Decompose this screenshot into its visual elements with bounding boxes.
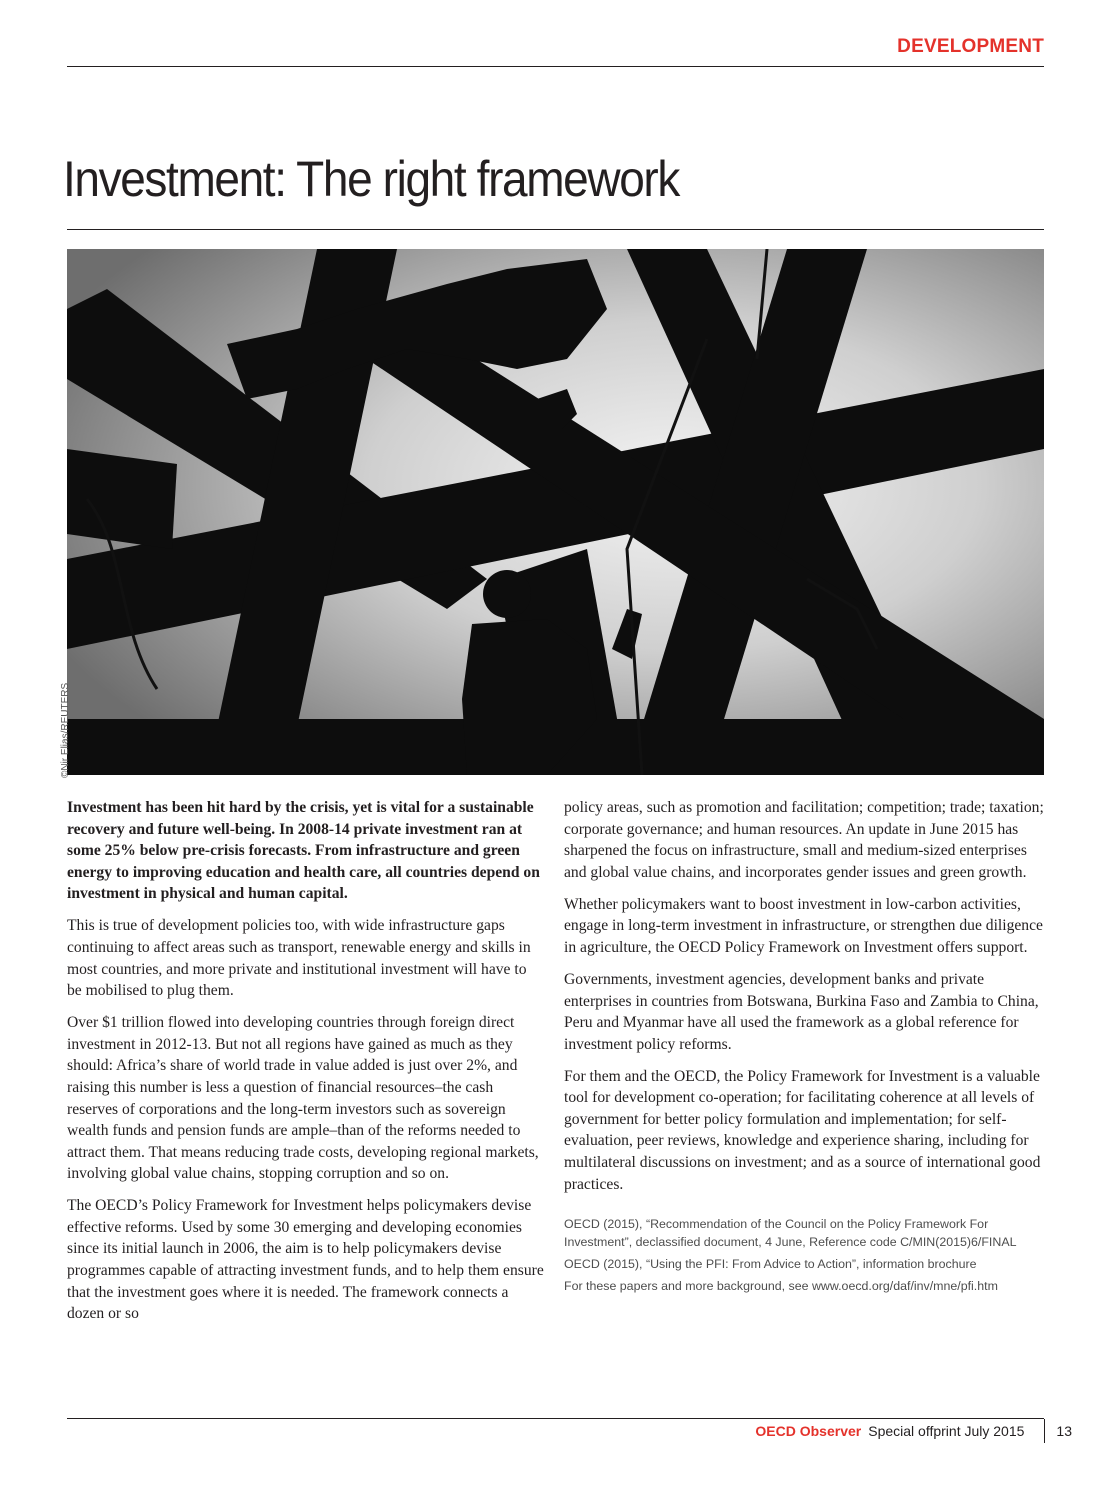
body-paragraph: Governments, investment agencies, development banks and private enterprises in countries from Botswana, Burkina Faso and Zambia to China, Peru and Myanmar have all used the framework as a global reference for investment policy reforms. [564, 970, 1039, 1053]
body-paragraph: policy areas, such as promotion and facilitation; competition; trade; taxation; corporate governance; and human resources. An update in June 2015 has sharpened the focus on infrastructure, small and medium-sized enterprises and global value chains, and incorporates gender issues and green growth. [564, 799, 1044, 881]
silhouette-workers-illustration [67, 249, 1044, 775]
article-photo [67, 249, 1044, 775]
header-rule [67, 66, 1044, 67]
body-paragraph: Whether policymakers want to boost investment in low-carbon activities, engage in long-term investment in infrastructure, or strengthen due diligence in agriculture, the OECD Policy Framework on Investment offers support. [564, 895, 1043, 956]
title-rule [67, 229, 1044, 230]
body-paragraph: This is true of development policies too, with wide infrastructure gaps continuing to affect areas such as transport, renewable energy and skills in most countries, and more private and institutional investment will have to be mobilised to plug them. [67, 917, 531, 1000]
article-column-right [564, 797, 1046, 1299]
body-paragraph: Over $1 trillion flowed into developing countries through foreign direct investment in 2012-13. But not all regions have gained as much as they should: Africa’s share of world trade in value added is just over 2%, and raising this number is less a question of financial resources–the cash reserves of corporations and the long-term investors such as sovereign wealth funds and pension funds are ample–than of the reforms needed to attract them. That means reducing trade costs, developing regional markets, involving global value chains, stopping corruption and so on. [67, 1014, 539, 1183]
reference-item: OECD (2015), “Using the PFI: From Advice to Action”, information brochure [564, 1257, 977, 1272]
article-title: Investment: The right framework [63, 151, 679, 207]
body-paragraph: For them and the OECD, the Policy Framework for Investment is a valuable tool for development co-operation; for facilitating coherence at all levels of government for better policy formulation and implementation; for self-evaluation, peer reviews, knowledge and experience sharing, including for multilateral discussions on investment; and as a source of international good practices. [564, 1067, 1041, 1193]
footer-divider [1044, 1419, 1045, 1443]
references [564, 1215, 1046, 1295]
photo-credit: ©Nir Elias/REUTERS [60, 682, 71, 778]
publication-brand: OECD Observer [755, 1423, 862, 1439]
body-paragraph: The OECD’s Policy Framework for Investment helps policymakers devise effective reforms. Used by some 30 emerging and developing economies since its initial launch in 2006, the aim is to help policymakers devise programmes capable of attracting investment funds, and to help them ensure that the investment goes where it is needed. The framework connects a dozen or so [67, 1197, 544, 1323]
article-column-left [67, 797, 545, 1335]
footer-rule [67, 1418, 1044, 1419]
section-label: DEVELOPMENT [897, 36, 1044, 57]
page-number: 13 [1056, 1423, 1072, 1439]
publication-edition: Special offprint July 2015 [868, 1423, 1025, 1439]
article-lead: Investment has been hit hard by the crisis, yet is vital for a sustainable recovery and future well-being. In 2008-14 private investment ran at some 25% below pre-crisis forecasts. From infrastructure and green energy to improving education and health care, all countries depend on investment in physical and human capital. [67, 799, 540, 903]
reference-item: OECD (2015), “Recommendation of the Council on the Policy Framework For Investment”, declassified document, 4 June, Reference code C/MIN(2015)6/FINAL [564, 1217, 1017, 1250]
page-footer [755, 1421, 1072, 1441]
reference-link[interactable]: For these papers and more background, see www.oecd.org/daf/inv/mne/pfi.htm [564, 1279, 998, 1294]
